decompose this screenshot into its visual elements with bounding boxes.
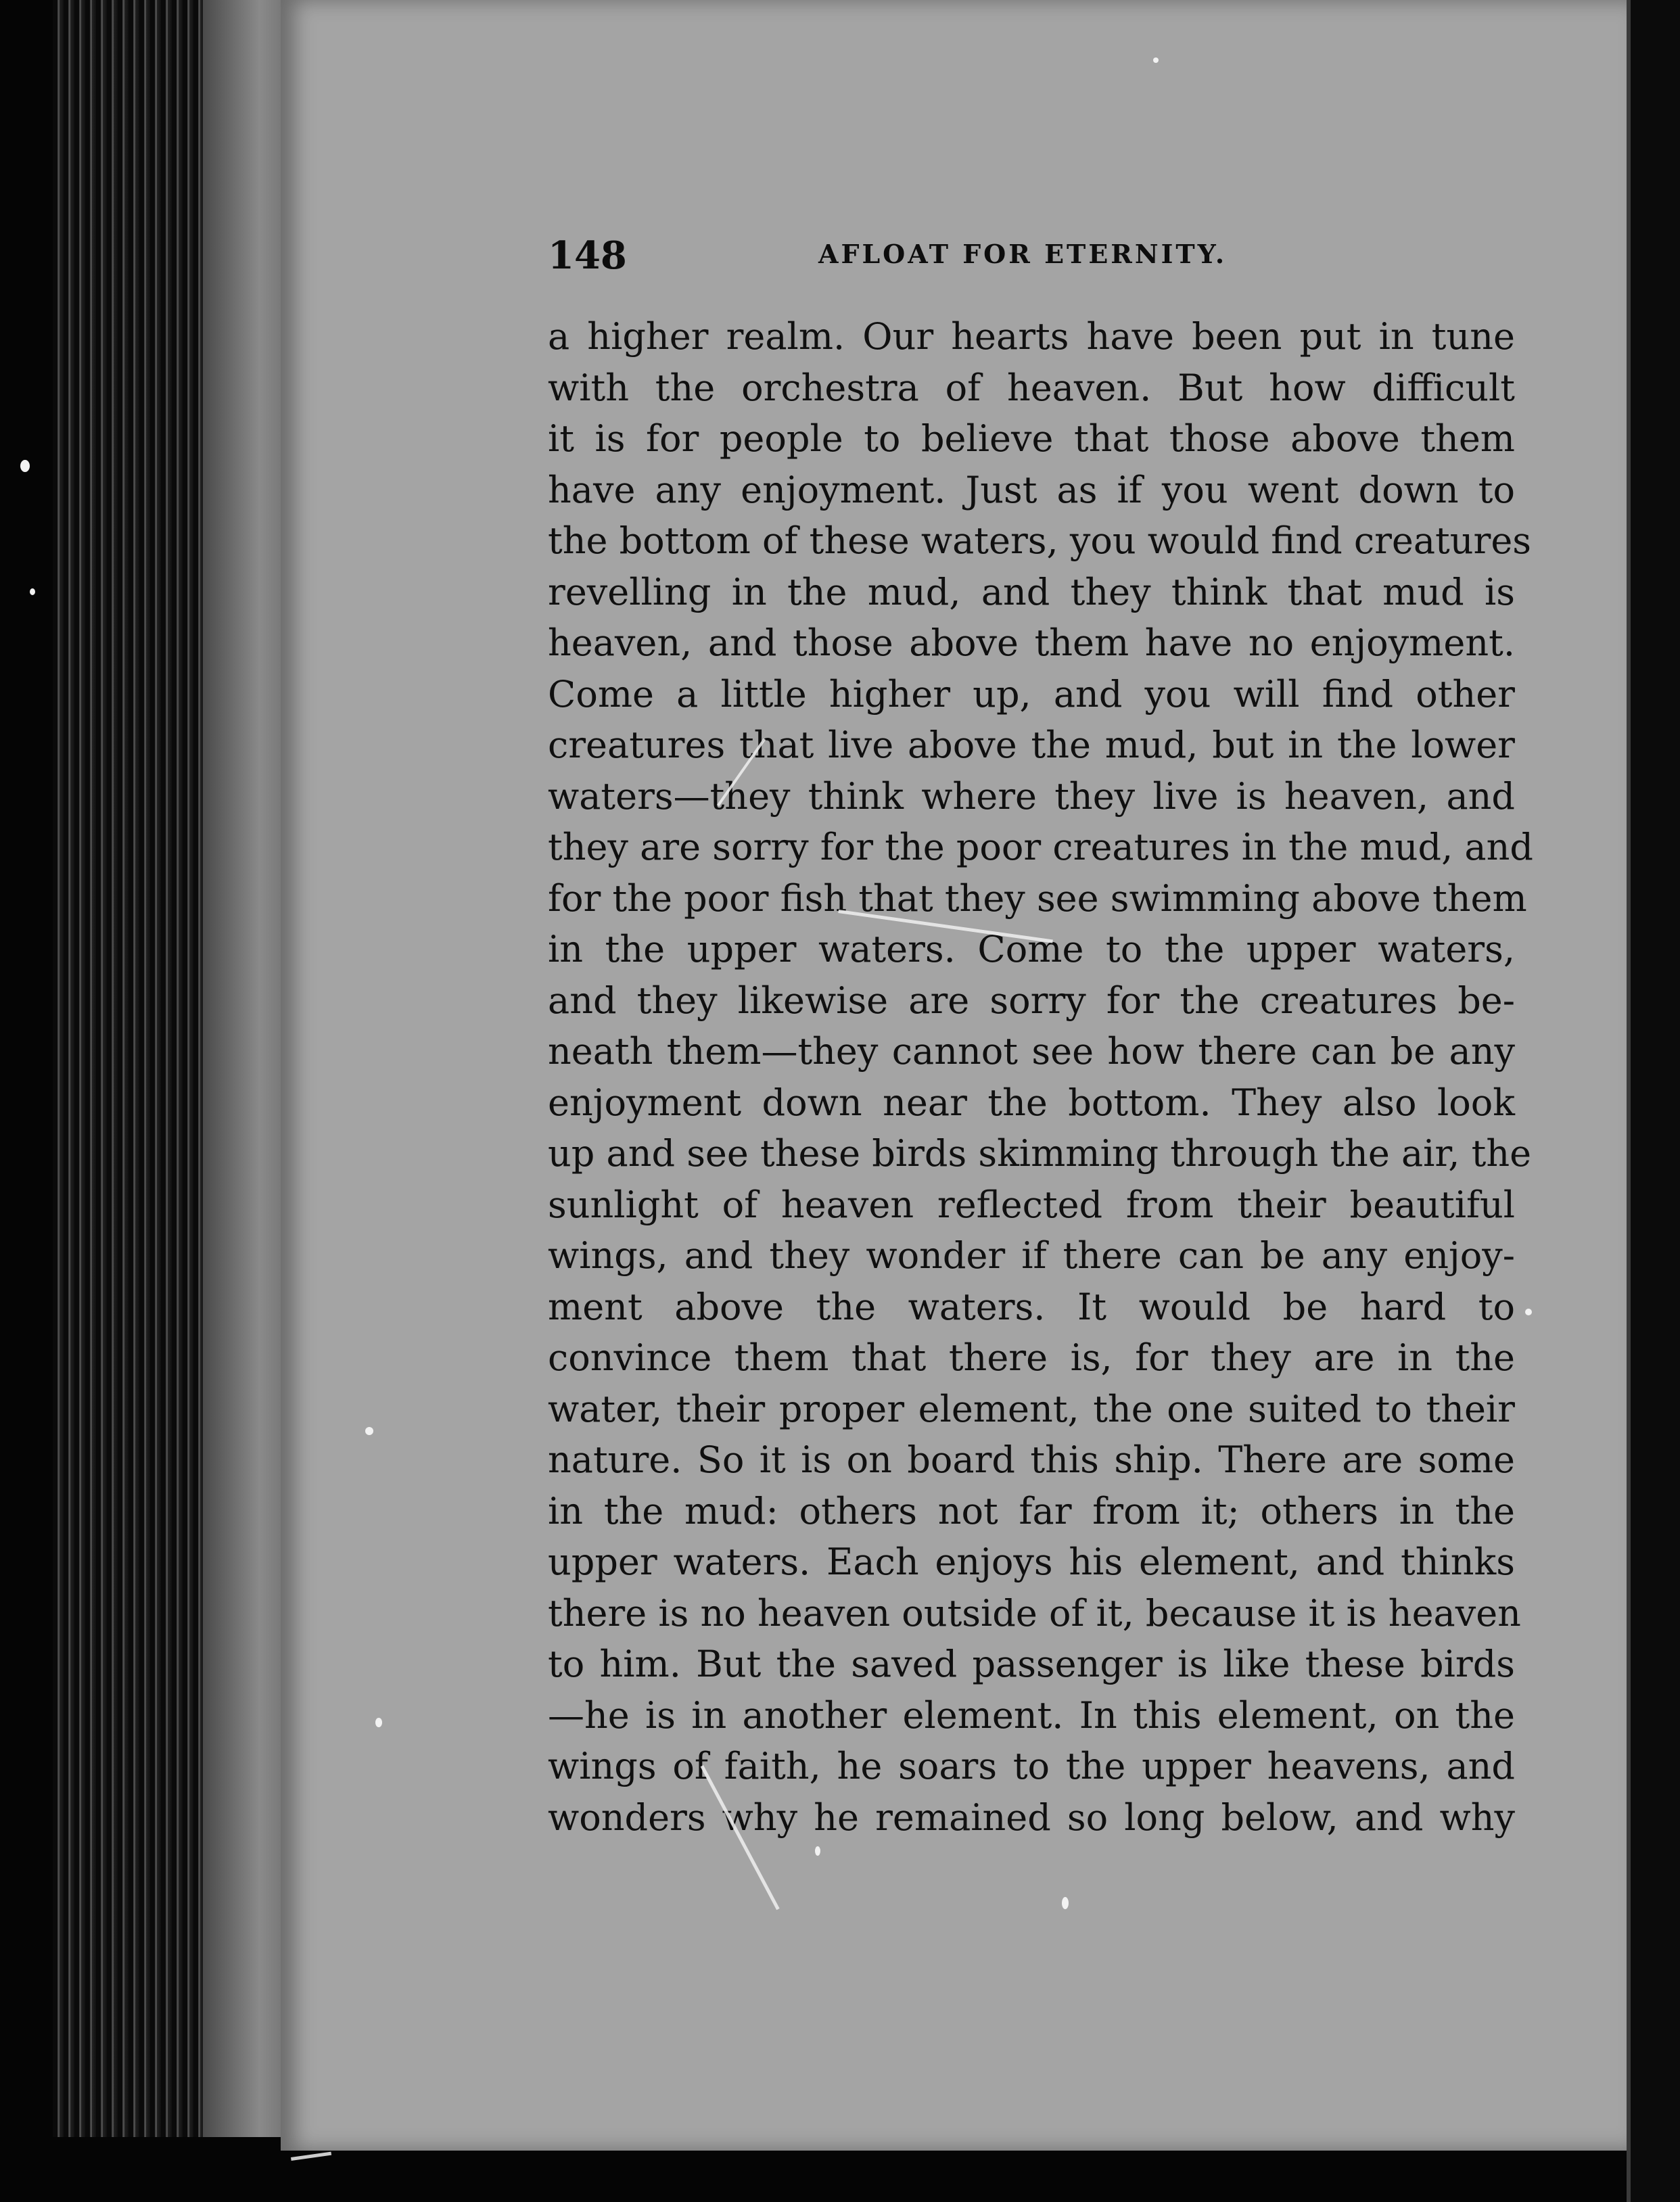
- text-line: enjoyment down near the bottom. They also look: [548, 1081, 1515, 1124]
- text-line: it is for people to believe that those above them: [548, 417, 1515, 460]
- text-line: nature. So it is on board this ship. There are some: [548, 1438, 1515, 1481]
- text-line: in the upper waters. Come to the upper waters,: [548, 928, 1515, 970]
- text-line: to him. But the saved passenger is like these birds: [548, 1643, 1515, 1685]
- text-line: neath them—they cannot see how there can be any: [548, 1030, 1515, 1073]
- dust-speck: [20, 460, 30, 472]
- text-line: have any enjoyment. Just as if you went down to: [548, 468, 1515, 511]
- dust-speck: [375, 1718, 382, 1727]
- text-line: and they likewise are sorry for the creatures be-: [548, 979, 1515, 1022]
- dust-speck: [1062, 1897, 1069, 1909]
- text-line: there is no heaven outside of it, because it is heaven: [548, 1591, 1521, 1635]
- text-line: up and see these birds skimming through the air, the: [548, 1132, 1532, 1175]
- page-number: 148: [548, 233, 627, 278]
- text-line: creatures that live above the mud, but in the lower: [548, 724, 1515, 766]
- dust-speck: [365, 1427, 373, 1435]
- text-line: waters—they think where they live is heaven, and: [548, 774, 1515, 818]
- text-line: the bottom of these waters, you would find creatures: [548, 519, 1531, 562]
- dust-speck: [815, 1846, 820, 1856]
- running-title: AFLOAT FOR ETERNITY.: [818, 239, 1228, 269]
- running-head: [548, 233, 1258, 281]
- text-line: with the orchestra of heaven. But how difficult: [548, 366, 1515, 409]
- text-line: upper waters. Each enjoys his element, and thinks: [548, 1541, 1515, 1583]
- text-line: sunlight of heaven reflected from their beautiful: [548, 1183, 1515, 1226]
- text-line: Come a little higher up, and you will find other: [548, 672, 1515, 716]
- scan-scratch: [291, 2152, 331, 2161]
- text-line: wings, and they wonder if there can be any enjoy-: [548, 1234, 1515, 1277]
- text-line: revelling in the mud, and they think that mud is: [548, 570, 1515, 613]
- text-line: wonders why he remained so long below, and why: [548, 1796, 1515, 1839]
- text-line: they are sorry for the poor creatures in the mud, and: [548, 826, 1533, 868]
- text-line: heaven, and those above them have no enjoyment.: [548, 622, 1515, 664]
- dust-speck: [1153, 57, 1159, 63]
- dust-speck: [30, 588, 35, 595]
- text-line: in the mud: others not far from it; others in the: [548, 1489, 1515, 1532]
- text-line: a higher realm. Our hearts have been put in tune: [548, 315, 1515, 358]
- text-line: water, their proper element, the one suited to their: [548, 1387, 1515, 1430]
- text-line: wings of faith, he soars to the upper heavens, and: [548, 1745, 1515, 1787]
- text-line: convince them that there is, for they are in the: [548, 1336, 1515, 1379]
- text-line: for the poor fish that they see swimming above them: [548, 876, 1527, 920]
- dust-speck: [1525, 1309, 1532, 1315]
- body-text: [548, 311, 1533, 1843]
- scan-border-right: [1627, 0, 1680, 2202]
- text-line: —he is in another element. In this element, on the: [548, 1693, 1515, 1737]
- text-line: ment above the waters. It would be hard to: [548, 1285, 1515, 1328]
